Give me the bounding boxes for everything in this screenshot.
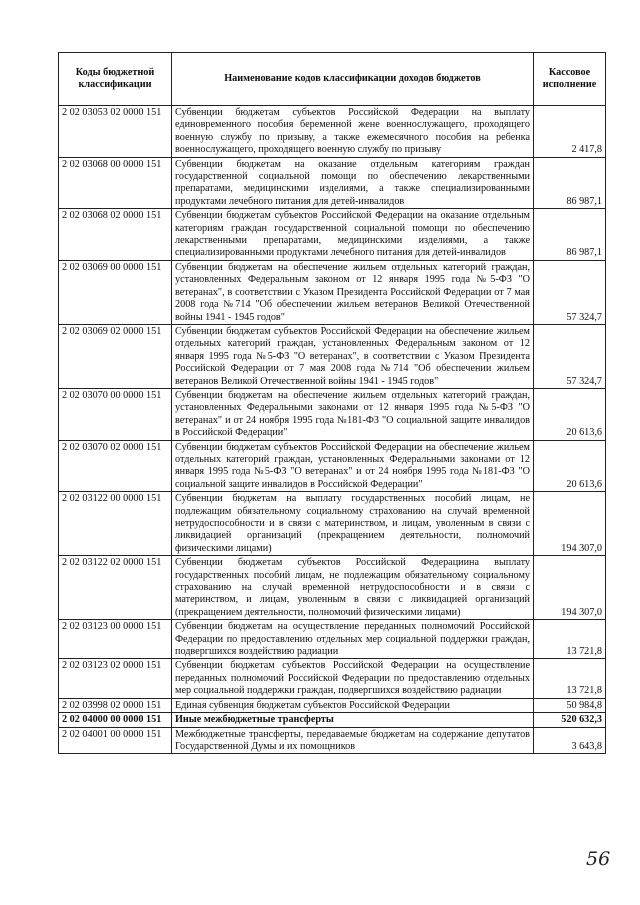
row-name: Субвенции бюджетам субъектов Российской Федерации на обеспечение жильем отдельных категорий граждан, установленных Федеральными законами от 12 января 1995 года №5-ФЗ "О ветеранах" и от 24 ноября 1995 года №181-ФЗ "О социальной защите инвалидов в Российской Федерации" (172, 440, 534, 492)
table-header-row (59, 53, 606, 106)
row-amount: 86 987,1 (534, 209, 606, 261)
row-name: Субвенции бюджетам на выплату государственных пособий лицам, не подлежащим обязательному социальному страхованию на случай временной нетрудоспособности и в связи с материнством, и лицам, уволенным в связи с ликвидацией организаций (прекращением деятельности, полномочий физическими лицами) (172, 492, 534, 556)
row-code: 2 02 03068 02 0000 151 (59, 209, 172, 261)
row-amount: 2 417,8 (534, 106, 606, 158)
budget-table-container (58, 52, 606, 754)
table-row (59, 698, 606, 712)
row-amount: 13 721,8 (534, 620, 606, 659)
row-amount: 50 984,8 (534, 698, 606, 712)
row-code: 2 02 03070 00 0000 151 (59, 388, 172, 440)
table-row (59, 106, 606, 158)
row-amount: 57 324,7 (534, 260, 606, 324)
row-name: Субвенции бюджетам на обеспечение жильем отдельных категорий граждан, установленных Федеральными законами от 12 января 1995 года №5-ФЗ "О ветеранах" и от 24 ноября 1995 года №181-ФЗ "О социальной защите инвалидов в Российской Федерации" (172, 388, 534, 440)
row-code: 2 02 03068 00 0000 151 (59, 157, 172, 209)
row-code: 2 02 03122 02 0000 151 (59, 556, 172, 620)
row-amount: 57 324,7 (534, 324, 606, 388)
row-amount: 20 613,6 (534, 388, 606, 440)
table-row (59, 620, 606, 659)
row-code: 2 02 03998 02 0000 151 (59, 698, 172, 712)
table-row (59, 388, 606, 440)
row-amount: 13 721,8 (534, 659, 606, 698)
row-amount: 20 613,6 (534, 440, 606, 492)
row-name: Субвенции бюджетам субъектов Российской Федерации на выплату единовременного пособия беременной жене военнослужащего, проходящего военную службу по призыву, а также ежемесячного пособия на ребенка военнослужащего, проходящего военную службу по призыву (172, 106, 534, 158)
row-amount: 194 307,0 (534, 556, 606, 620)
row-code: 2 02 03069 02 0000 151 (59, 324, 172, 388)
row-name: Субвенции бюджетам на обеспечение жильем отдельных категорий граждан, установленных Федеральным законом от 12 января 1995 года №5-ФЗ "О ветеранах", в соответствии с Указом Президента Российской Федерации от 7 мая 2008 года №714 "Об обеспечении жильем ветеранов Великой Отечественной войны 1941 - 1945 годов" (172, 260, 534, 324)
table-row (59, 727, 606, 754)
row-name: Межбюджетные трансферты, передаваемые бюджетам на содержание депутатов Государственной Думы и их помощников (172, 727, 534, 754)
table-row (59, 440, 606, 492)
header-code: Коды бюджетной классификации (59, 53, 172, 106)
row-name: Единая субвенция бюджетам субъектов Российской Федерации (172, 698, 534, 712)
table-row (59, 492, 606, 556)
row-code: 2 02 03069 00 0000 151 (59, 260, 172, 324)
row-code: 2 02 03053 02 0000 151 (59, 106, 172, 158)
row-name: Субвенции бюджетам субъектов Российской Федерациина выплату государственных пособий лицам, не подлежащим обязательному социальному страхованию на случай временной нетрудоспособности и в связи с материнством, и лицам, уволенным в связи с ликвидацией организаций (прекращением деятельности, полномочий физическими лицами) (172, 556, 534, 620)
row-name: Субвенции бюджетам на оказание отдельным категориям граждан государственной социальной помощи по обеспечению лекарственными препаратами, медицинскими изделиями, а также специализированными продуктами лечебного питания для детей-инвалидов (172, 157, 534, 209)
table-row (59, 157, 606, 209)
row-name: Субвенции бюджетам субъектов Российской Федерации на обеспечение жильем отдельных категорий граждан, установленных Федеральным законом от 12 января 1995 года №5-ФЗ "О ветеранах", в соответствии с Указом Президента Российской Федерации от 7 мая 2008 года №714 "Об обеспечении жильем ветеранов Великой Отечественной войны 1941 - 1945 годов" (172, 324, 534, 388)
row-name: Субвенции бюджетам на осуществление переданных полномочий Российской Федерации по предоставлению отдельных мер социальной поддержки граждан, подвергшихся воздействию радиации (172, 620, 534, 659)
row-amount: 3 643,8 (534, 727, 606, 754)
table-row-total (59, 713, 606, 727)
row-name: Субвенции бюджетам субъектов Российской Федерации на оказание отдельным категориям граждан государственной социальной помощи по обеспечению лекарственными препаратами, медицинскими изделиями, а также специализированными продуктами лечебного питания для детей-инвалидов (172, 209, 534, 261)
row-code: 2 02 03123 02 0000 151 (59, 659, 172, 698)
table-row (59, 324, 606, 388)
header-name: Наименование кодов классификации доходов бюджетов (172, 53, 534, 106)
row-amount: 194 307,0 (534, 492, 606, 556)
row-name: Иные межбюджетные трансферты (172, 713, 534, 727)
budget-revenue-table (58, 52, 606, 754)
page-number: 56 (586, 848, 611, 870)
row-code: 2 02 04001 00 0000 151 (59, 727, 172, 754)
row-code: 2 02 04000 00 0000 151 (59, 713, 172, 727)
row-code: 2 02 03070 02 0000 151 (59, 440, 172, 492)
row-amount: 86 987,1 (534, 157, 606, 209)
row-amount: 520 632,3 (534, 713, 606, 727)
table-row (59, 209, 606, 261)
row-code: 2 02 03123 00 0000 151 (59, 620, 172, 659)
table-row (59, 260, 606, 324)
table-row (59, 659, 606, 698)
table-row (59, 556, 606, 620)
row-code: 2 02 03122 00 0000 151 (59, 492, 172, 556)
row-name: Субвенции бюджетам субъектов Российской Федерации на осуществление переданных полномочий Российской Федерации по предоставлению отдельных мер социальной поддержки граждан, подвергшихся воздействию радиации (172, 659, 534, 698)
header-amount: Кассовое исполнение (534, 53, 606, 106)
